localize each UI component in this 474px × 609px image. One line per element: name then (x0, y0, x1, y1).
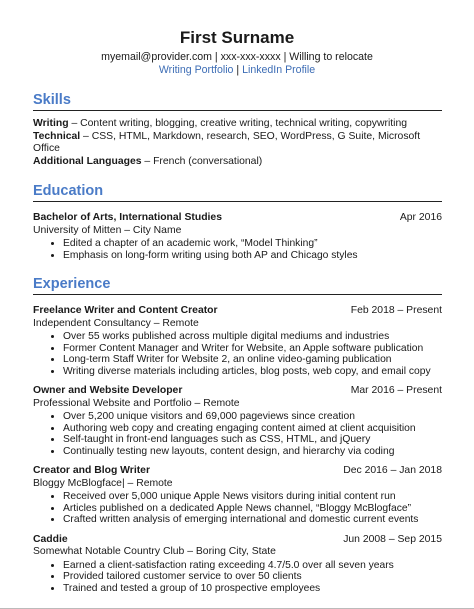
experience-heading: Experience (33, 275, 442, 295)
entry-title: Owner and Website Developer (33, 385, 183, 397)
entry-subtitle: University of Mitten – City Name (33, 224, 182, 236)
resume-header (0, 0, 474, 77)
resume-body (0, 91, 474, 594)
contact-line: myemail@provider.com | xxx-xxx-xxxx | Willing to relocate (101, 51, 373, 63)
bullet-item: • Writing diverse materials including articles, blog posts, web copy, and email copy (63, 366, 442, 378)
experience-entry (33, 465, 442, 526)
experience-entry (33, 534, 442, 595)
skills-list (33, 118, 442, 168)
bullet-item: • Over 55 works published across multiple digital mediums and industries (63, 331, 442, 343)
bullet-item: • Continually testing new layouts, content design, and hierarchy via coding (63, 446, 442, 458)
entry-title: Freelance Writer and Content Creator (33, 305, 218, 317)
skills-row (33, 131, 442, 156)
entry-bullets (33, 411, 442, 457)
skills-row-text: – French (conversational) (141, 155, 263, 167)
entry-bullets (33, 491, 442, 526)
bullet-item: • Provided tailored customer service to over 50 clients (63, 571, 442, 583)
entry-dates: Jun 2008 – Sep 2015 (343, 533, 442, 545)
bullet-item: • Crafted written analysis of emerging international and domestic current events (63, 514, 442, 526)
bullet-item: • Emphasis on long-form writing using both AP and Chicago styles (63, 250, 442, 262)
entry-title: Caddie (33, 533, 68, 545)
bullet-item: • Trained and tested a group of 10 prospective employees (63, 583, 442, 595)
education-heading: Education (33, 182, 442, 202)
skills-heading: Skills (33, 91, 442, 111)
entry-subtitle: Professional Website and Portfolio – Remote (33, 397, 240, 409)
entry-title: Bachelor of Arts, International Studies (33, 212, 222, 224)
writing-portfolio-link[interactable]: Writing Portfolio (158, 64, 234, 76)
entry-bullets (33, 331, 442, 377)
bullet-item: • Edited a chapter of an academic work, “Model Thinking” (63, 238, 442, 250)
bullet-item: • Self-taught in front-end languages such as CSS, HTML, and jQuery (63, 434, 442, 446)
entry-dates: Dec 2016 – Jan 2018 (343, 465, 442, 477)
entry-subtitle: Independent Consultancy – Remote (33, 317, 199, 329)
bullet-item: • Earned a client-satisfaction rating exceeding 4.7/5.0 over all seven years (63, 560, 442, 572)
skills-row (33, 156, 442, 169)
education-entry (33, 212, 442, 261)
skills-row-label: Writing (33, 118, 69, 129)
skills-row-label: Technical (33, 130, 81, 142)
skills-row-label: Additional Languages (33, 155, 142, 167)
entry-dates: Apr 2016 (399, 212, 442, 224)
entry-dates: Mar 2016 – Present (350, 385, 442, 397)
bullet-item: • Articles published on a dedicated Apple News channel, “Bloggy McBlogface” (63, 503, 442, 515)
entry-subtitle: Bloggy McBlogface| – Remote (33, 477, 173, 489)
bullet-item: • Over 5,200 unique visitors and 69,000 pageviews since creation (63, 411, 442, 423)
linkedin-profile-link[interactable]: LinkedIn Profile (242, 64, 316, 76)
experience-entry (33, 385, 442, 457)
entry-title: Creator and Blog Writer (33, 465, 151, 477)
bullet-item: • Long-term Staff Writer for Website 2, an online video-gaming publication (63, 354, 442, 366)
link-separator: | (233, 64, 243, 76)
bullet-item: • Received over 5,000 unique Apple News visitors during initial content run (63, 491, 442, 503)
skills-row-text: – Content writing, blogging, creative writing, technical writing, copywriting (68, 118, 408, 129)
skills-row-text: – CSS, HTML, Markdown, research, SEO, WordPress, G Suite, Microsoft Office (33, 130, 421, 155)
candidate-name: First Surname (179, 28, 295, 47)
entry-subtitle: Somewhat Notable Country Club – Boring City, State (33, 546, 276, 558)
entry-bullets (33, 238, 442, 261)
profile-links (0, 64, 474, 77)
experience-entry (33, 305, 442, 377)
entry-bullets (33, 560, 442, 595)
bullet-item: • Authoring web copy and creating engaging content aimed at client acquisition (63, 423, 442, 435)
bullet-item: • Former Content Manager and Writer for Website, an Apple software publication (63, 343, 442, 355)
entry-dates: Feb 2018 – Present (350, 305, 442, 317)
skills-row (33, 118, 442, 131)
